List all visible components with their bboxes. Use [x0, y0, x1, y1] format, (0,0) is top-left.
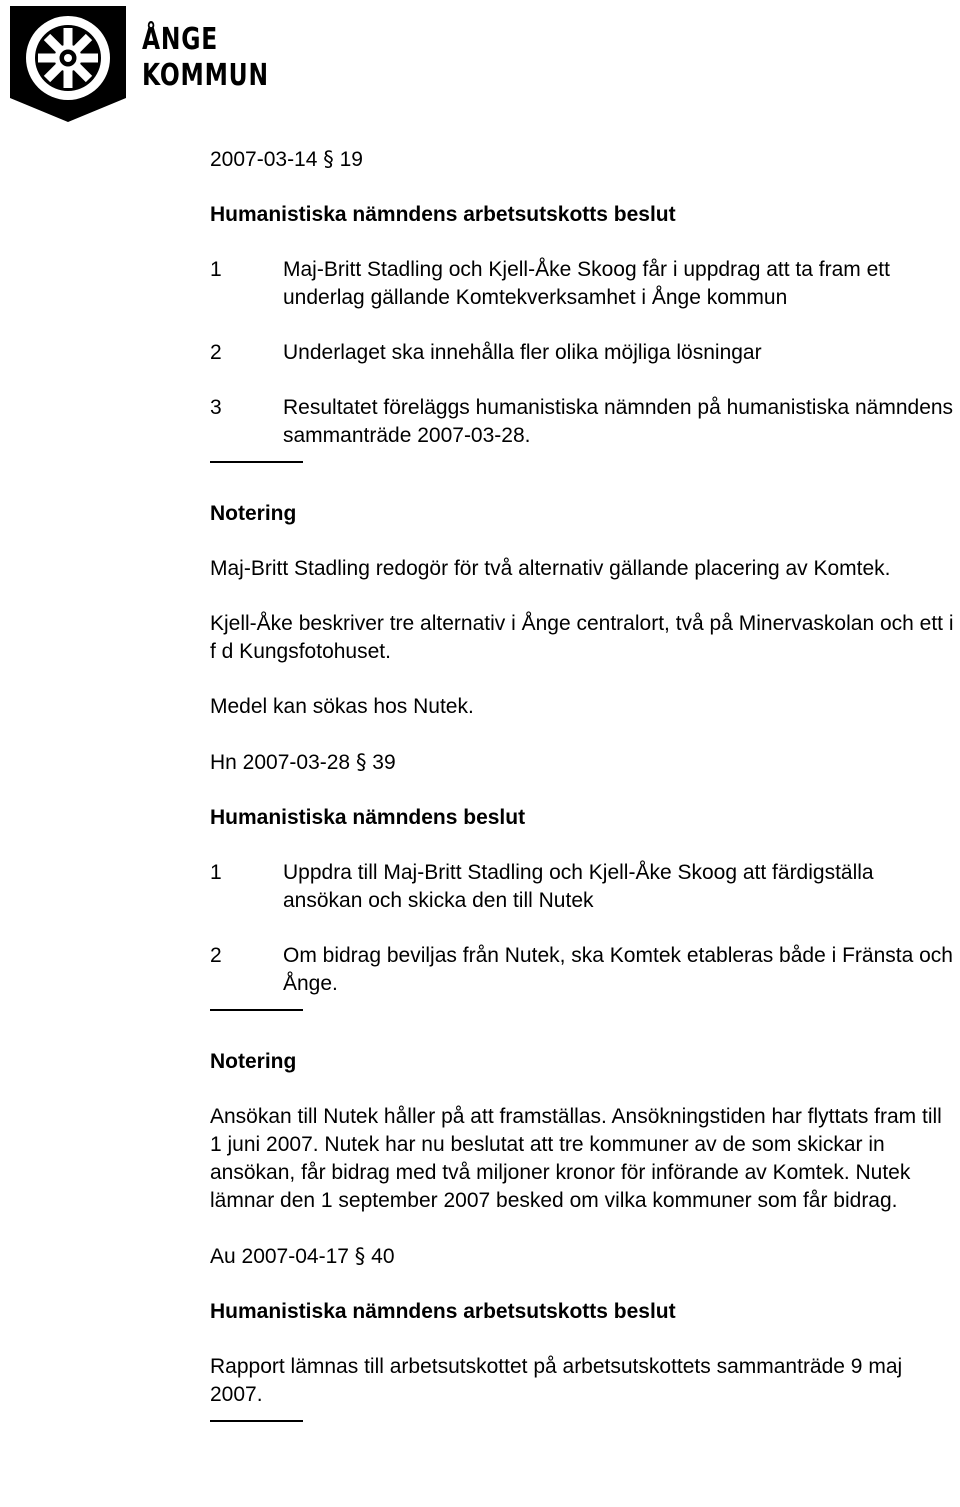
section-sign: §: [355, 750, 367, 774]
list-item-number: 1: [210, 258, 222, 281]
reference-date: 2007-03-14: [210, 148, 318, 171]
list-item-text: Om bidrag beviljas från Nutek, ska Komtek etableras både i Fränsta och Ånge.: [283, 944, 953, 995]
section-sign: §: [354, 1244, 366, 1268]
list-item-number: 3: [210, 396, 222, 419]
list-item: [210, 339, 958, 367]
list-item: [210, 394, 958, 450]
list-item-number: 1: [210, 861, 222, 884]
heading-notering: Notering: [210, 502, 297, 525]
paragraph: Maj-Britt Stadling redogör för två alternativ gällande placering av Komtek.: [210, 557, 891, 580]
list-item-number: 2: [210, 341, 222, 364]
document-body: [210, 145, 958, 1422]
paragraph: Ansökan till Nutek håller på att framställas. Ansökningstiden har flyttats fram till 1 juni 2007. Nutek har nu beslutat att tre kommuner av de som skickar in ansökan, får bidrag med två miljoner kronor för införande av Komtek. Nutek lämnar den 1 september 2007 besked om vilka kommuner som får bidrag.: [210, 1105, 942, 1212]
list-item-text: Uppdra till Maj-Britt Stadling och Kjell-Åke Skoog att färdigställa ansökan och skicka den till Nutek: [283, 861, 874, 912]
paragraph: Rapport lämnas till arbetsutskottet på arbetsutskottets sammanträde 9 maj 2007.: [210, 1355, 903, 1406]
list-item-text: Resultatet föreläggs humanistiska nämnden på humanistiska nämndens sammanträde 2007-03-28.: [283, 396, 954, 447]
reference-number: 19: [339, 148, 363, 171]
list-item: [210, 942, 958, 998]
logo-text-line2: KOMMUN: [142, 58, 269, 93]
heading-notering: Notering: [210, 1050, 297, 1073]
paragraph: Medel kan sökas hos Nutek.: [210, 695, 474, 718]
divider-line: [210, 461, 303, 463]
logo-text: [142, 22, 269, 94]
heading-hn-beslut: Humanistiska nämndens beslut: [210, 806, 526, 829]
divider-line: [210, 1420, 303, 1422]
reference-date: Au 2007-04-17: [210, 1245, 349, 1268]
section-sign: §: [323, 147, 334, 171]
reference-date: Hn 2007-03-28: [210, 751, 351, 774]
list-item: [210, 859, 958, 915]
meeting-reference-2: [210, 748, 958, 777]
meeting-reference-3: [210, 1242, 958, 1271]
reference-number: 40: [371, 1245, 395, 1268]
ange-kommun-logo: [4, 0, 269, 130]
meeting-reference-1: [210, 145, 958, 174]
list-item-text: Maj-Britt Stadling och Kjell-Åke Skoog får i uppdrag att ta fram ett underlag gällande Komtekverksamhet i Ånge kommun: [283, 258, 890, 309]
reference-number: 39: [372, 751, 396, 774]
paragraph: Kjell-Åke beskriver tre alternativ i Ånge centralort, två på Minervaskolan och ett i f d Kungsfotohuset.: [210, 612, 954, 663]
heading-au-beslut: Humanistiska nämndens arbetsutskotts beslut: [210, 203, 676, 226]
list-item: [210, 256, 958, 312]
logo-text-line1: ÅNGE: [142, 22, 219, 57]
wheel-emblem-icon: [4, 0, 132, 128]
list-item-text: Underlaget ska innehålla fler olika möjliga lösningar: [283, 341, 762, 364]
divider-line: [210, 1009, 303, 1011]
list-item-number: 2: [210, 944, 222, 967]
heading-au-beslut: Humanistiska nämndens arbetsutskotts beslut: [210, 1300, 676, 1323]
